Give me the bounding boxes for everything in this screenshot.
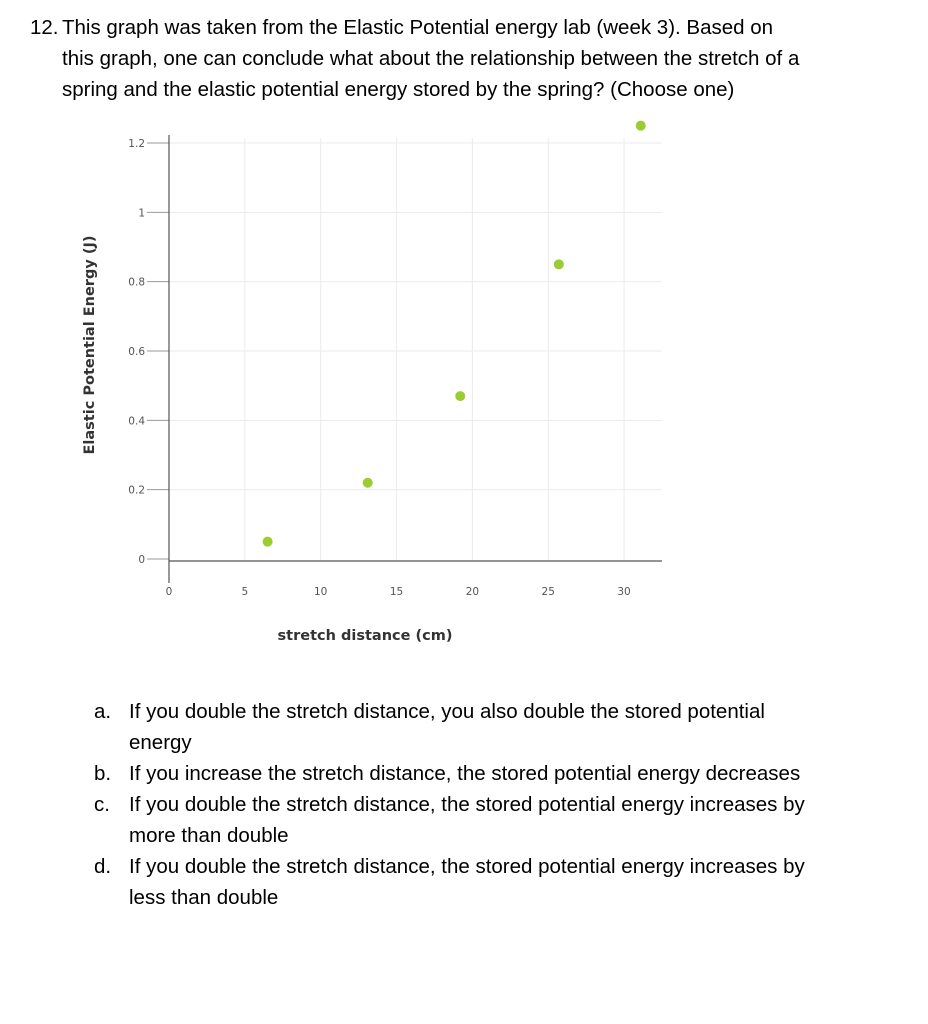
x-tick-label: 0 xyxy=(165,586,173,598)
y-tick-label: 1 xyxy=(138,207,145,220)
option-a[interactable] xyxy=(94,696,894,758)
question-text xyxy=(30,12,890,105)
data-point-5 xyxy=(636,121,646,131)
option-c-text xyxy=(129,789,894,851)
data-point-2 xyxy=(363,478,373,488)
y-tick-label: 0 xyxy=(138,554,145,566)
x-tick-label: 20 xyxy=(465,586,480,598)
option-c-line-1: If you double the stretch distance, the stored potential energy increases by xyxy=(129,793,805,816)
data-point-4 xyxy=(554,259,564,269)
chart-grid xyxy=(169,138,662,561)
answer-options xyxy=(94,696,894,913)
question-line-1-text: This graph was taken from the Elastic Potential energy lab (week 3). Based on xyxy=(62,16,774,39)
scatter-chart xyxy=(70,120,690,660)
x-tick-label: 5 xyxy=(241,586,249,598)
option-b-letter: b. xyxy=(94,762,112,785)
option-b[interactable] xyxy=(94,758,894,789)
option-d-line-2: less than double xyxy=(129,886,279,909)
option-d-letter: d. xyxy=(94,855,112,878)
option-a-letter: a. xyxy=(94,700,112,723)
data-point-1 xyxy=(263,537,273,547)
option-a-text xyxy=(129,696,894,758)
chart-tick-labels xyxy=(128,138,630,598)
x-axis-label: stretch distance (cm) xyxy=(277,628,453,644)
y-tick-label: 0.2 xyxy=(128,484,145,497)
x-tick-label: 30 xyxy=(617,586,631,598)
question-line-2: this graph, one can conclude what about the relationship between the stretch of a xyxy=(62,47,800,70)
option-b-line-1: If you increase the stretch distance, the stored potential energy decreases xyxy=(129,762,801,785)
question-line-3: spring and the elastic potential energy stored by the spring? (Choose one) xyxy=(62,78,735,101)
x-tick-label: 15 xyxy=(389,586,404,598)
option-b-text xyxy=(129,758,894,789)
question-number: 12. xyxy=(30,16,59,39)
x-tick-label: 10 xyxy=(314,586,328,598)
option-d[interactable] xyxy=(94,851,894,913)
y-tick-label: 1.2 xyxy=(128,138,145,150)
option-a-line-2: energy xyxy=(129,731,192,754)
question-line-1 xyxy=(30,12,890,43)
y-tick-label: 0.4 xyxy=(128,415,145,428)
y-tick-label: 0.8 xyxy=(128,276,145,289)
data-point-3 xyxy=(455,391,465,401)
option-a-line-1: If you double the stretch distance, you also double the stored potential xyxy=(129,700,765,723)
chart-svg xyxy=(70,120,690,660)
option-c-line-2: more than double xyxy=(129,824,289,847)
option-d-line-1: If you double the stretch distance, the stored potential energy increases by xyxy=(129,855,805,878)
chart-points xyxy=(263,121,646,547)
chart-axes xyxy=(147,135,662,583)
option-d-text xyxy=(129,851,894,913)
x-tick-label: 25 xyxy=(541,586,555,598)
y-tick-label: 0.6 xyxy=(128,346,145,358)
option-c-letter: c. xyxy=(94,793,110,816)
y-axis-label: Elastic Potential Energy (J) xyxy=(82,235,98,455)
option-c[interactable] xyxy=(94,789,894,851)
